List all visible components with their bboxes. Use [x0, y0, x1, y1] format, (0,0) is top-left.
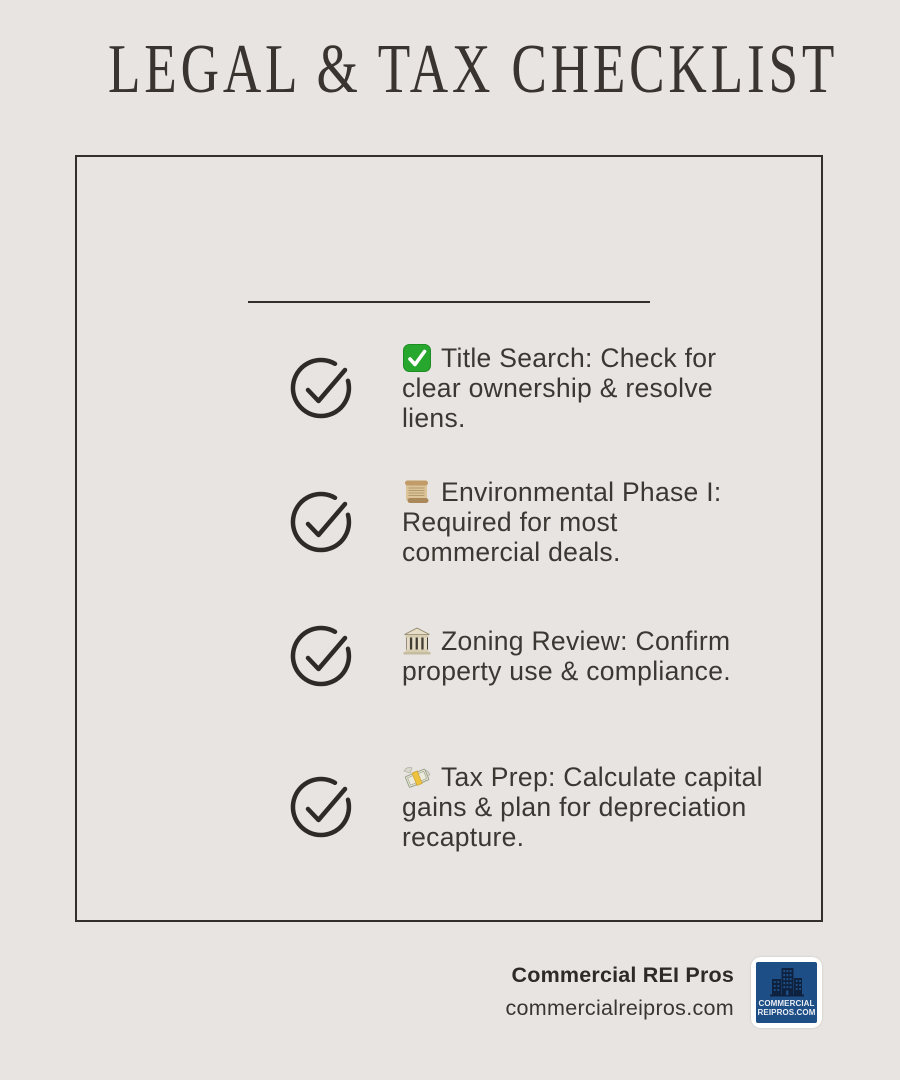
brand-logo — [751, 957, 822, 1028]
money-with-wings-emoji-icon — [402, 762, 432, 792]
item-text — [402, 626, 731, 686]
classical-building-emoji-icon — [402, 626, 432, 656]
page-title: LEGAL & TAX CHECKLIST — [108, 31, 839, 108]
check-circle-icon — [289, 356, 353, 420]
item-text — [402, 477, 722, 567]
brand-logo-text — [758, 999, 816, 1017]
logo-text-line1: COMMERCIAL — [758, 999, 815, 1008]
logo-text-line2: REIPROS.COM — [757, 1008, 816, 1017]
item-line: clear ownership & resolve — [402, 373, 713, 403]
item-line: Environmental Phase I: — [441, 477, 722, 507]
item-line: Required for most — [402, 507, 618, 537]
white-check-mark-emoji-icon — [402, 343, 432, 373]
item-line: liens. — [402, 403, 466, 433]
buildings-icon — [767, 966, 807, 998]
item-line: gains & plan for depreciation — [402, 792, 747, 822]
check-circle-icon — [289, 624, 353, 688]
footer — [505, 963, 734, 1021]
item-text — [402, 762, 763, 852]
brand-logo-tile — [756, 962, 817, 1023]
checklist-item-zoning — [289, 624, 731, 688]
item-text — [402, 343, 716, 433]
checklist-item-environmental — [289, 477, 722, 567]
checklist-panel — [75, 155, 823, 922]
item-line: Zoning Review: Confirm — [441, 626, 731, 656]
brand-name: Commercial REI Pros — [511, 963, 734, 987]
item-line: recapture. — [402, 822, 525, 852]
item-line: property use & compliance. — [402, 656, 731, 686]
checklist-item-tax-prep — [289, 762, 763, 852]
check-circle-icon — [289, 490, 353, 554]
check-circle-icon — [289, 775, 353, 839]
item-line: Tax Prep: Calculate capital — [441, 762, 763, 792]
brand-website: commercialreipros.com — [505, 996, 734, 1020]
checklist-item-title-search — [289, 343, 716, 433]
item-line: commercial deals. — [402, 537, 621, 567]
divider-line — [248, 301, 650, 303]
scroll-emoji-icon — [402, 477, 432, 507]
item-line: Title Search: Check for — [441, 343, 717, 373]
